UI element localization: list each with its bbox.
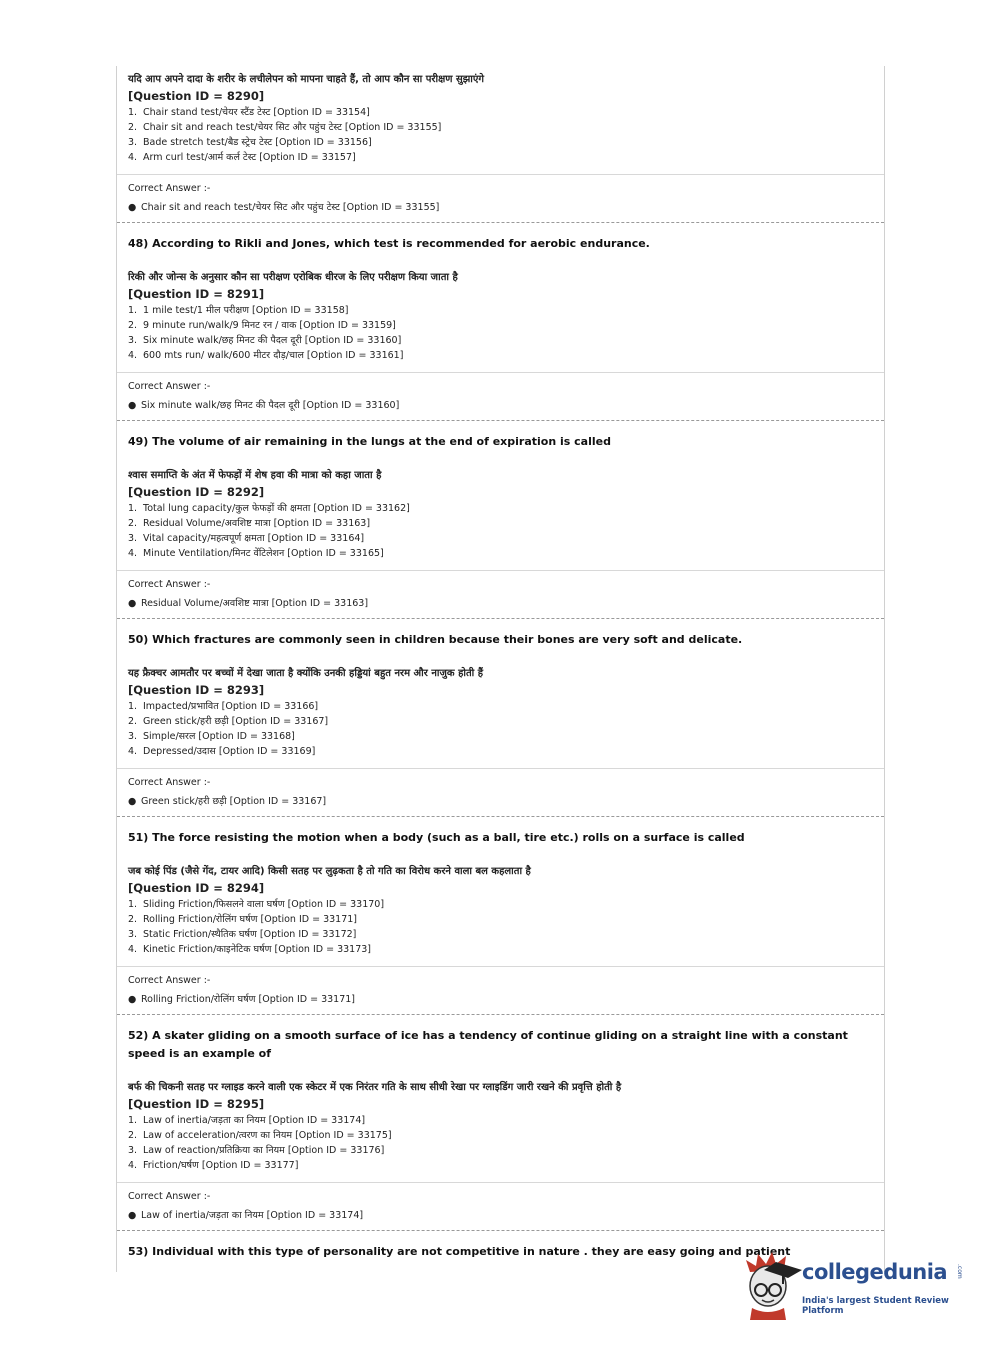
correct-answer-block [117,372,884,420]
correct-answer-block [117,768,884,816]
option-item: 1. Total lung capacity/कुल फेफड़ों की क्षमता [Option ID = 33162] [128,503,410,514]
separator [117,816,884,817]
option-item: 2. Rolling Friction/रोलिंग घर्षण [Option ID = 33171] [128,914,358,925]
option-item: 1. Sliding Friction/फिसलने वाला घर्षण [Option ID = 33170] [128,899,385,910]
question-47-block [117,66,884,223]
logo-domain: .com [956,1264,963,1279]
option-item: 1. Law of inertia/जड़ता का नियम [Option ID = 33174] [128,1115,366,1126]
option-item: 3. Bade stretch test/बैड स्ट्रेच टेस्ट [Option ID = 33156] [128,137,372,148]
logo-tagline: India's largest Student Review Platform [802,1296,949,1316]
option-item: 2. Residual Volume/अवशिष्ट मात्रा [Option ID = 33163] [128,518,371,529]
options-list [117,105,884,165]
correct-answer: ● Green stick/हरी छड़ी [Option ID = 33167] [128,796,327,807]
correct-answer-block [117,966,884,1014]
correct-answer-label: Correct Answer :- [128,777,211,788]
question-hindi-text: यह फ्रैक्चर आमतौर पर बच्चों में देखा जाता है क्योंकि उनकी हड्डियां बहुत नरम और नाजुक होती हैं [128,668,484,679]
correct-answer-label: Correct Answer :- [128,183,211,194]
question-id: [Question ID = 8294] [128,881,265,895]
question-text: 52) A skater gliding on a smooth surface of ice has a tendency of continue gliding on a straight line with a constant speed is an example of [128,1029,848,1060]
option-item: 3. Six minute walk/छह मिनट की पैदल दूरी [Option ID = 33160] [128,335,402,346]
question-id: [Question ID = 8290] [128,89,265,103]
logo-wordmark: collegedunia [802,1260,948,1284]
correct-answer-label: Correct Answer :- [128,381,211,392]
question-50-block [117,631,884,817]
option-item: 2. Chair sit and reach test/चेयर सिट और पहुंच टेस्ट [Option ID = 33155] [128,122,442,133]
option-item: 3. Simple/सरल [Option ID = 33168] [128,731,295,742]
separator [117,1230,884,1231]
separator [117,1014,884,1015]
correct-answer: ● Chair sit and reach test/चेयर सिट और पहुंच टेस्ट [Option ID = 33155] [128,202,440,213]
correct-answer-block [117,570,884,618]
option-item: 4. Minute Ventilation/मिनट वेंटिलेशन [Option ID = 33165] [128,548,384,559]
mascot-icon [742,1250,804,1320]
question-hindi-text: जब कोई पिंड (जैसे गेंद, टायर आदि) किसी सतह पर लुढ़कता है तो गति का विरोध करने वाला बल कहलाता है [128,866,531,877]
option-item: 2. Green stick/हरी छड़ी [Option ID = 33167] [128,716,329,727]
correct-answer-label: Correct Answer :- [128,975,211,986]
question-text: 51) The force resisting the motion when a body (such as a ball, tire etc.) rolls on a surface is called [128,831,745,844]
question-52-block [117,1027,884,1231]
option-item: 4. Depressed/उदास [Option ID = 33169] [128,746,316,757]
question-hindi-text: श्वास समाप्ति के अंत में फेफड़ों में शेष हवा की मात्रा को कहा जाता है [128,470,382,481]
correct-answer: ● Residual Volume/अवशिष्ट मात्रा [Option ID = 33163] [128,598,369,609]
question-text: 48) According to Rikli and Jones, which test is recommended for aerobic endurance. [128,237,650,250]
question-text: 50) Which fractures are commonly seen in children because their bones are very soft and delicate. [128,633,743,646]
question-id: [Question ID = 8291] [128,287,265,301]
question-paper-page [116,66,885,1272]
option-item: 4. Kinetic Friction/काइनेटिक घर्षण [Option ID = 33173] [128,944,372,955]
option-item: 1. Impacted/प्रभावित [Option ID = 33166] [128,701,319,712]
separator [117,618,884,619]
collegedunia-logo [742,1250,972,1320]
separator [117,420,884,421]
options-list [117,303,884,363]
question-id: [Question ID = 8293] [128,683,265,697]
separator [117,222,884,223]
option-item: 3. Static Friction/स्थैतिक घर्षण [Option ID = 33172] [128,929,357,940]
question-hindi-text: बर्फ की चिकनी सतह पर ग्लाइड करने वाली एक स्केटर में एक निरंतर गति के साथ सीधी रेखा पर ग्लाइडिंग जारी रखने की प्रवृत्ति होती है [128,1082,622,1093]
option-item: 4. 600 mts run/ walk/600 मीटर दौड़/चाल [Option ID = 33161] [128,350,404,361]
correct-answer-label: Correct Answer :- [128,1191,211,1202]
option-item: 3. Law of reaction/प्रतिक्रिया का नियम [Option ID = 33176] [128,1145,385,1156]
option-item: 4. Arm curl test/आर्म कर्ल टेस्ट [Option ID = 33157] [128,152,356,163]
options-list [117,897,884,957]
option-item: 4. Friction/घर्षण [Option ID = 33177] [128,1160,299,1171]
correct-answer-label: Correct Answer :- [128,579,211,590]
question-id: [Question ID = 8292] [128,485,265,499]
correct-answer: ● Rolling Friction/रोलिंग घर्षण [Option ID = 33171] [128,994,356,1005]
options-list [117,501,884,561]
question-hindi-text: रिकी और जोन्स के अनुसार कौन सा परीक्षण एरोबिक धीरज के लिए परीक्षण किया जाता है [128,272,458,283]
option-item: 2. Law of acceleration/त्वरण का नियम [Option ID = 33175] [128,1130,392,1141]
correct-answer-block [117,174,884,222]
option-item: 1. 1 mile test/1 मील परीक्षण [Option ID = 33158] [128,305,349,316]
question-hindi-text: यदि आप अपने दादा के शरीर के लचीलेपन को मापना चाहते हैं, तो आप कौन सा परीक्षण सुझाएंगे [128,74,485,85]
options-list [117,699,884,759]
question-text: 53) Individual with this type of personality are not competitive in nature . they are easy going and patient [128,1245,791,1258]
question-49-block [117,433,884,619]
correct-answer: ● Law of inertia/जड़ता का नियम [Option ID = 33174] [128,1210,364,1221]
correct-answer: ● Six minute walk/छह मिनट की पैदल दूरी [Option ID = 33160] [128,400,400,411]
question-id: [Question ID = 8295] [128,1097,265,1111]
question-text: 49) The volume of air remaining in the lungs at the end of expiration is called [128,435,611,448]
options-list [117,1113,884,1173]
option-item: 3. Vital capacity/महत्वपूर्ण क्षमता [Option ID = 33164] [128,533,365,544]
option-item: 2. 9 minute run/walk/9 मिनट रन / वाक [Option ID = 33159] [128,320,396,331]
question-48-block [117,235,884,421]
option-item: 1. Chair stand test/चेयर स्टैंड टेस्ट [Option ID = 33154] [128,107,370,118]
correct-answer-block [117,1182,884,1230]
question-51-block [117,829,884,1015]
